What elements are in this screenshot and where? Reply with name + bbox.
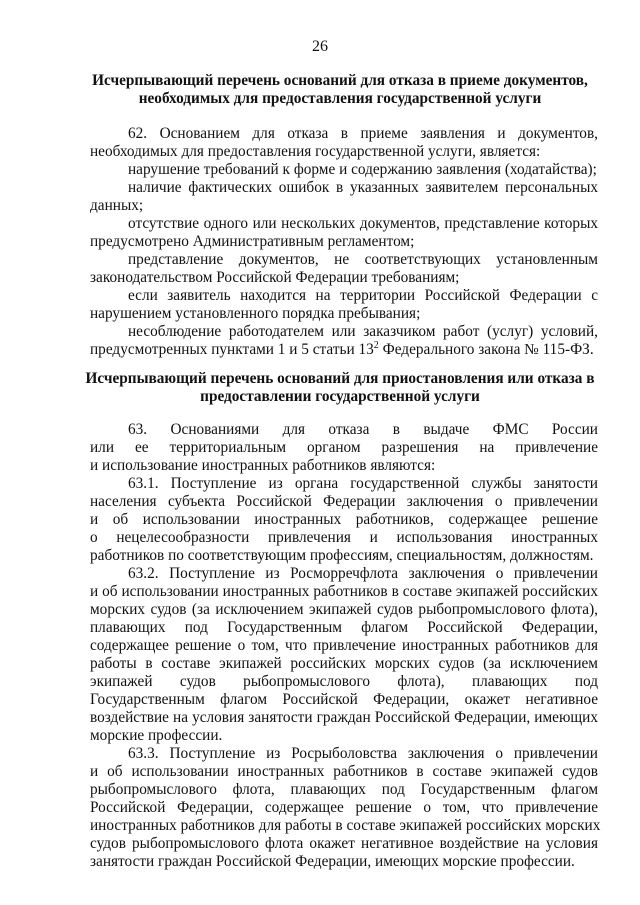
paragraph-line: 63.3. Поступление из Росрыболовства заключения о привлечении [128,745,598,762]
paragraph-line: морские профессии. [90,727,223,744]
paragraph-line: Российской Федерации, содержащее решение о том, что привлечение [90,799,598,816]
section-2-heading [80,370,600,406]
paragraph-line: данных; [90,197,144,214]
paragraph-line: Государственным флагом Российской Федерации, окажет негативное [90,691,598,708]
section-2-body [90,421,601,871]
paragraph-line: судов рыбопромыслового флота окажет негативное воздействие на условия [90,835,598,852]
paragraph-line: иностранных работников для работы в составе экипажей российских морских [90,817,601,834]
superscript: 2 [373,340,379,351]
section-1-heading-line: необходимых для предоставления государственной услуги [138,90,542,107]
paragraph-line: о нецелесообразности привлечения и использования иностранных [90,529,598,546]
paragraph-line: экипажей судов рыбопромыслового флота), плавающих под [90,673,598,690]
paragraph-line: населения субъекта Российской Федерации заключения о привлечении [90,493,598,510]
paragraph-line: работников по соответствующим профессиям, специальностям, должностям. [90,547,594,564]
paragraph-line: предусмотренных пунктами 1 и 5 статьи $13^2$ Федерального закона № 115-ФЗ. [90,340,594,358]
section-1-heading [80,72,600,108]
section-2-heading-line: Исчерпывающий перечень оснований для приостановления или отказа в [85,370,595,387]
paragraph-line: 62. Основанием для отказа в приеме заявления и документов, [128,125,598,142]
paragraph-line: отсутствие одного или нескольких документов, представление которых [128,215,598,232]
paragraph-line: и об использовании иностранных работников, содержащее решение [90,511,598,528]
page-number: 26 [312,38,328,55]
paragraph-line: рыбопромыслового флота, плавающих под Государственным флагом [90,781,598,798]
paragraph-line: наличие фактических ошибок в указанных заявителем персональных [128,179,598,196]
paragraph-line: 63.1. Поступление из органа государственной службы занятости [128,475,598,492]
paragraph-line: или ее территориальным органом разрешения на привлечение [90,439,598,456]
paragraph-line: представление документов, не соответствующих установленным [128,251,598,268]
paragraph-line: 63.2. Поступление из Росморречфлота заключения о привлечении [128,565,598,582]
paragraph-line: 63. Основаниями для отказа в выдаче ФМС России [128,421,598,438]
paragraph-line: если заявитель находится на территории Российской Федерации с [128,287,598,304]
paragraph-line: морских судов (за исключением экипажей судов рыбопромыслового флота), [90,601,598,618]
paragraph-line: занятости граждан Российской Федерации, имеющих морские профессии. [90,853,575,870]
section-2-heading-line: предоставлении государственной услуги [200,388,480,405]
paragraph-line: содержащее решение о том, что привлечение иностранных работников для [90,637,598,654]
section-1-heading-line: Исчерпывающий перечень оснований для отказа в приеме документов, [92,72,588,89]
paragraph-line: и использование иностранных работников являются: [90,457,436,474]
paragraph-line: плавающих под Государственным флагом Российской Федерации, [90,619,598,636]
paragraph-line: нарушение требований к форме и содержанию заявления (ходатайства); [128,161,597,178]
paragraph-line: воздействие на условия занятости граждан Российской Федерации, имеющих [90,709,598,726]
paragraph-line: несоблюдение работодателем или заказчиком работ (услуг) условий, [128,323,598,340]
paragraph-line: нарушением установленного порядка пребывания; [90,305,421,322]
paragraph-line: предусмотрено Административным регламентом; [90,233,415,250]
paragraph-line: необходимых для предоставления государственной услуги, является: [90,143,541,160]
paragraph-line: законодательством Российской Федерации требованиям; [90,269,460,286]
section-1-body [90,125,598,359]
paragraph-line: и об использовании иностранных работников в составе экипажей судов [90,763,598,780]
paragraph-line: и об использовании иностранных работников в составе экипажей российских [90,583,598,600]
paragraph-line: работы в составе экипажей российских морских судов (за исключением [90,655,598,672]
